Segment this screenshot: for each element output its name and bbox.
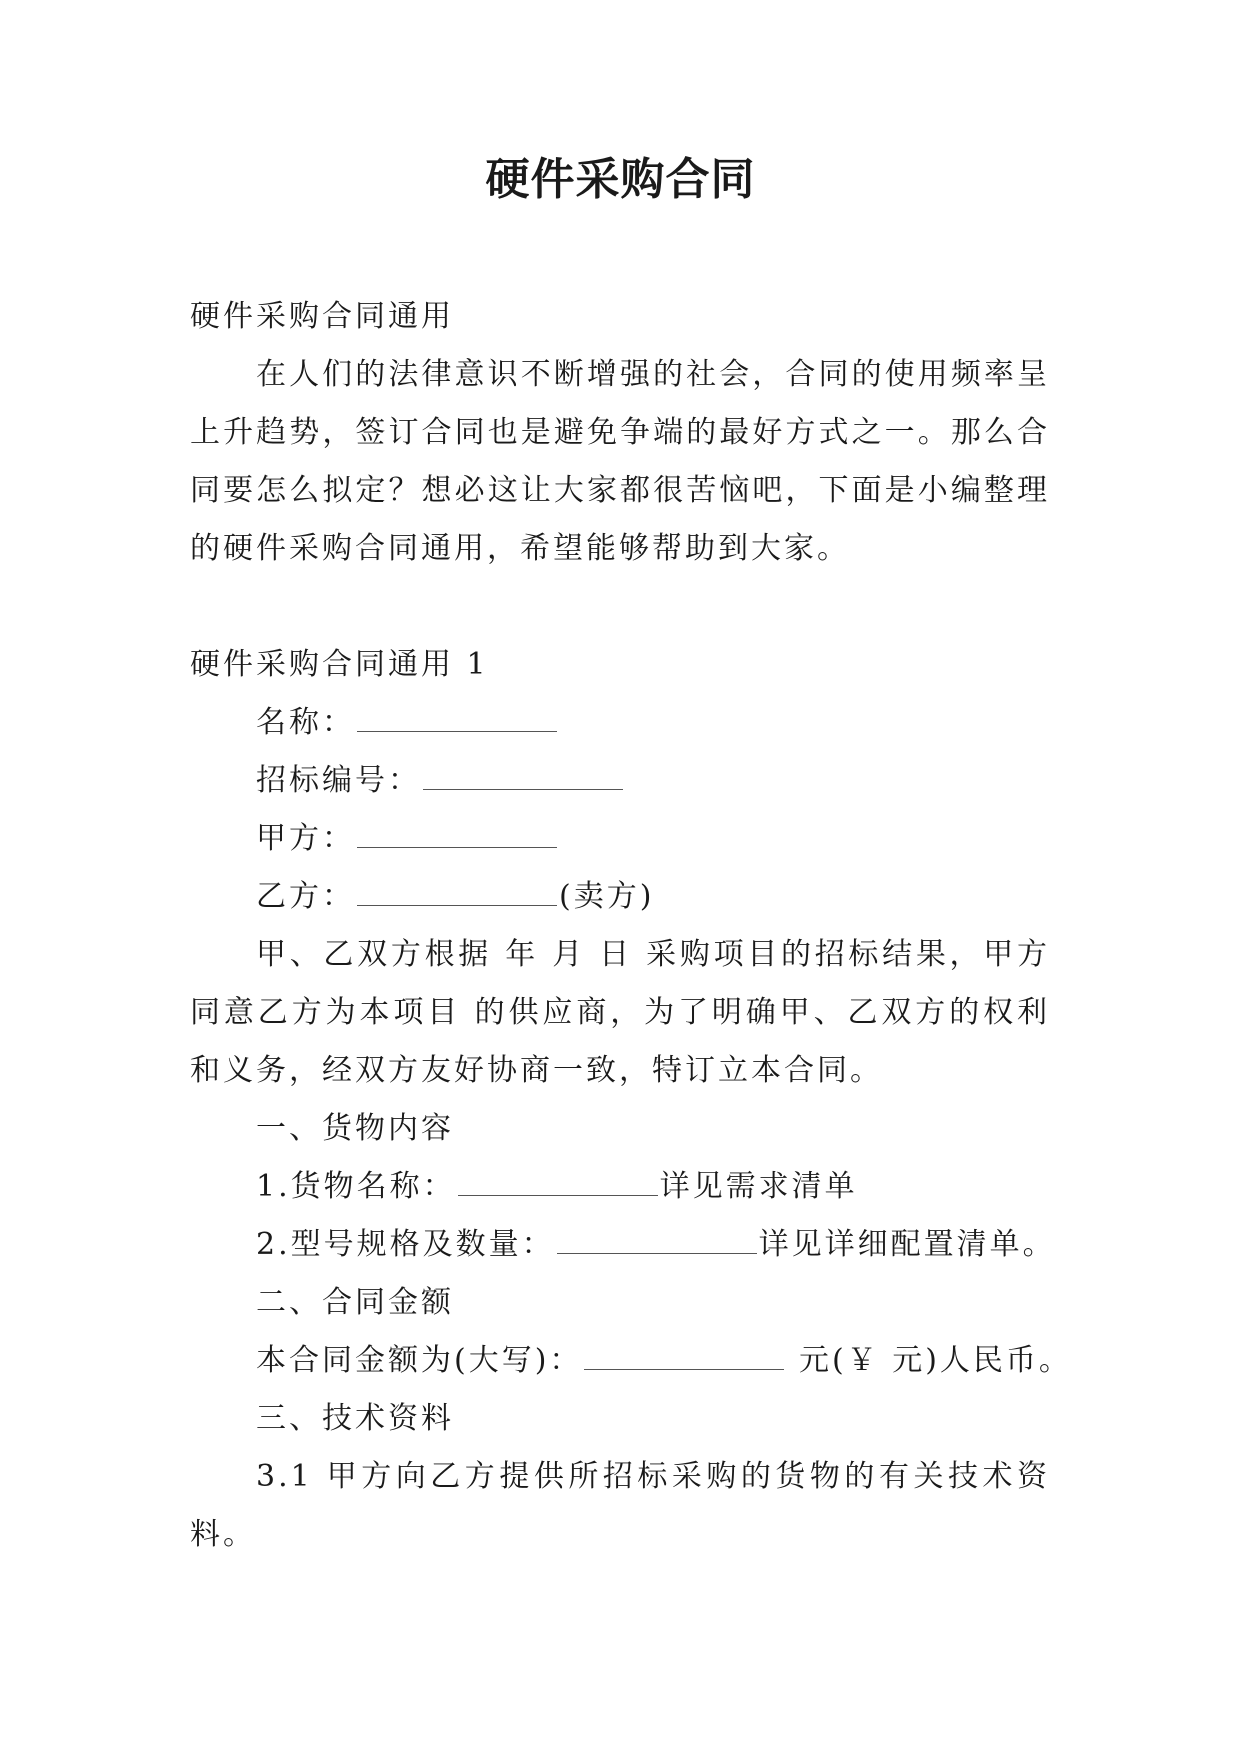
model-spec-blank <box>557 1235 757 1254</box>
party-b-blank <box>357 887 557 906</box>
name-blank <box>357 713 557 732</box>
party-b-suffix: (卖方) <box>559 879 655 914</box>
bid-number-label: 招标编号： <box>256 763 421 798</box>
amount-blank <box>584 1351 784 1370</box>
bid-number-blank <box>423 771 623 790</box>
party-b-label: 乙方： <box>256 879 355 914</box>
document-body <box>190 288 1072 1564</box>
bid-number-field <box>190 752 1050 810</box>
party-a-blank <box>357 829 557 848</box>
intro-paragraph: 在人们的法律意识不断增强的社会，合同的使用频率呈上升趋势，签订合同也是避免争端的最好方式之一。那么合同要怎么拟定？想必这让大家都很苦恼吧，下面是小编整理的硬件采购合同通用，希望能够帮助到大家。 <box>190 357 1050 566</box>
amount-label: 本合同金额为(大写)： <box>256 1343 583 1378</box>
name-label: 名称： <box>256 705 355 740</box>
contract-amount <box>190 1332 1072 1390</box>
contract-heading: 硬件采购合同通用 1 <box>190 647 489 682</box>
section-3-heading: 三、技术资料 <box>256 1401 454 1436</box>
goods-name-blank <box>458 1177 658 1196</box>
model-spec-label: 2.型号规格及数量： <box>256 1227 555 1262</box>
party-a-label: 甲方： <box>256 821 355 856</box>
section-2-heading: 二、合同金额 <box>256 1285 454 1320</box>
paragraph-spacer <box>190 578 1050 636</box>
amount-suffix: 元(￥ 元)人民币。 <box>786 1343 1072 1378</box>
document-title: 硬件采购合同 <box>485 154 756 205</box>
party-b-field <box>190 868 1050 926</box>
goods-name-label: 1.货物名称： <box>256 1169 456 1204</box>
name-field <box>190 694 1050 752</box>
goods-name-suffix: 详见需求清单 <box>659 1169 858 1204</box>
section-1-heading: 一、货物内容 <box>256 1111 454 1146</box>
clause-3-1: 3.1 甲方向乙方提供所招标采购的货物的有关技术资料。 <box>190 1459 1050 1552</box>
goods-name-item <box>190 1158 1050 1216</box>
party-a-field <box>190 810 1050 868</box>
agreement-paragraph: 甲、乙双方根据 年 月 日 采购项目的招标结果，甲方同意乙方为本项目 的供应商，为了明确甲、乙双方的权利和义务，经双方友好协商一致，特订立本合同。 <box>190 937 1050 1088</box>
model-spec-item <box>190 1216 1056 1274</box>
model-spec-suffix: 详见详细配置清单。 <box>758 1227 1056 1262</box>
section-heading: 硬件采购合同通用 <box>190 299 454 334</box>
